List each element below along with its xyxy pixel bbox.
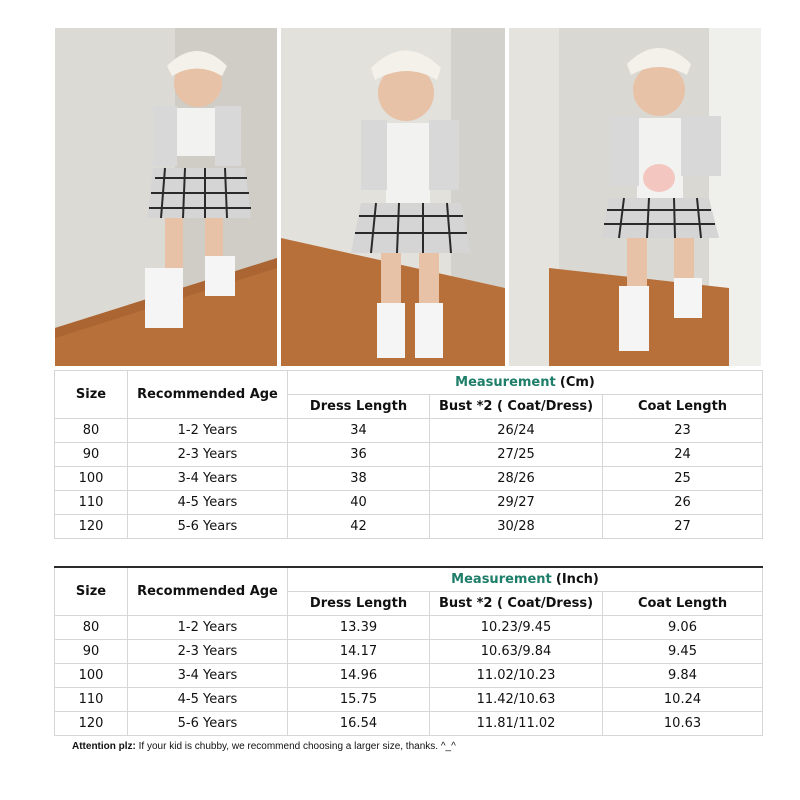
coat-length-cell: 9.84 [603, 663, 763, 687]
table-row [55, 443, 763, 467]
coat-length-header: Coat Length [603, 591, 763, 615]
dress-length-cell: 40 [288, 491, 430, 515]
measurement-label: Measurement [455, 375, 556, 390]
table-row [55, 663, 763, 687]
dress-length-header: Dress Length [288, 591, 430, 615]
size-chart-inch [54, 566, 763, 736]
product-photos [55, 28, 761, 366]
age-cell: 2-3 Years [128, 443, 288, 467]
table-row [55, 615, 763, 639]
size-cell: 80 [55, 615, 128, 639]
age-header: Recommended Age [128, 371, 288, 419]
dress-length-cell: 15.75 [288, 687, 430, 711]
photo-toddler-2 [281, 28, 505, 366]
bust-cell: 10.63/9.84 [430, 639, 603, 663]
table-row [55, 711, 763, 735]
age-cell: 4-5 Years [128, 687, 288, 711]
age-cell: 3-4 Years [128, 663, 288, 687]
measurement-header [288, 371, 763, 395]
size-cell: 90 [55, 443, 128, 467]
coat-length-cell: 25 [603, 467, 763, 491]
age-cell: 5-6 Years [128, 515, 288, 539]
coat-length-header: Coat Length [603, 395, 763, 419]
dress-length-header: Dress Length [288, 395, 430, 419]
bust-cell: 10.23/9.45 [430, 615, 603, 639]
measurement-header [288, 567, 763, 591]
age-cell: 3-4 Years [128, 467, 288, 491]
size-header: Size [55, 371, 128, 419]
size-cell: 110 [55, 491, 128, 515]
dress-length-cell: 16.54 [288, 711, 430, 735]
dress-length-cell: 14.17 [288, 639, 430, 663]
dress-length-cell: 36 [288, 443, 430, 467]
photo-toddler-1 [55, 28, 277, 366]
size-cell: 120 [55, 711, 128, 735]
bust-cell: 27/25 [430, 443, 603, 467]
coat-length-cell: 10.24 [603, 687, 763, 711]
table-row [55, 687, 763, 711]
bust-cell: 26/24 [430, 419, 603, 443]
coat-length-cell: 27 [603, 515, 763, 539]
measurement-label: Measurement [451, 571, 552, 587]
table-row [55, 467, 763, 491]
attention-label: Attention plz: [72, 741, 136, 752]
dress-length-cell: 38 [288, 467, 430, 491]
bust-cell: 29/27 [430, 491, 603, 515]
bust-cell: 11.81/11.02 [430, 711, 603, 735]
age-cell: 1-2 Years [128, 615, 288, 639]
size-cell: 100 [55, 663, 128, 687]
dress-length-cell: 34 [288, 419, 430, 443]
coat-length-cell: 9.45 [603, 639, 763, 663]
coat-length-cell: 23 [603, 419, 763, 443]
size-cell: 80 [55, 419, 128, 443]
coat-length-cell: 24 [603, 443, 763, 467]
bust-cell: 11.02/10.23 [430, 663, 603, 687]
size-cell: 120 [55, 515, 128, 539]
coat-length-cell: 26 [603, 491, 763, 515]
bust-header: Bust *2 ( Coat/Dress) [430, 395, 603, 419]
table-row [55, 639, 763, 663]
unit-label: (Inch) [555, 571, 599, 587]
photo-toddler-3 [509, 28, 761, 366]
bust-cell: 11.42/10.63 [430, 687, 603, 711]
bust-cell: 28/26 [430, 467, 603, 491]
attention-text: If your kid is chubby, we recommend choosing a larger size, thanks. ^_^ [135, 741, 456, 752]
dress-length-cell: 42 [288, 515, 430, 539]
age-header: Recommended Age [128, 567, 288, 615]
age-cell: 2-3 Years [128, 639, 288, 663]
size-cell: 90 [55, 639, 128, 663]
size-cell: 110 [55, 687, 128, 711]
coat-length-cell: 10.63 [603, 711, 763, 735]
age-cell: 5-6 Years [128, 711, 288, 735]
table-row [55, 515, 763, 539]
coat-length-cell: 9.06 [603, 615, 763, 639]
table-row [55, 491, 763, 515]
bust-cell: 30/28 [430, 515, 603, 539]
age-cell: 4-5 Years [128, 491, 288, 515]
dress-length-cell: 13.39 [288, 615, 430, 639]
bust-header: Bust *2 ( Coat/Dress) [430, 591, 603, 615]
size-header: Size [55, 567, 128, 615]
age-cell: 1-2 Years [128, 419, 288, 443]
unit-label: (Cm) [559, 375, 595, 390]
table-row [55, 419, 763, 443]
size-chart-cm [54, 370, 763, 539]
dress-length-cell: 14.96 [288, 663, 430, 687]
attention-note [72, 741, 456, 752]
size-cell: 100 [55, 467, 128, 491]
